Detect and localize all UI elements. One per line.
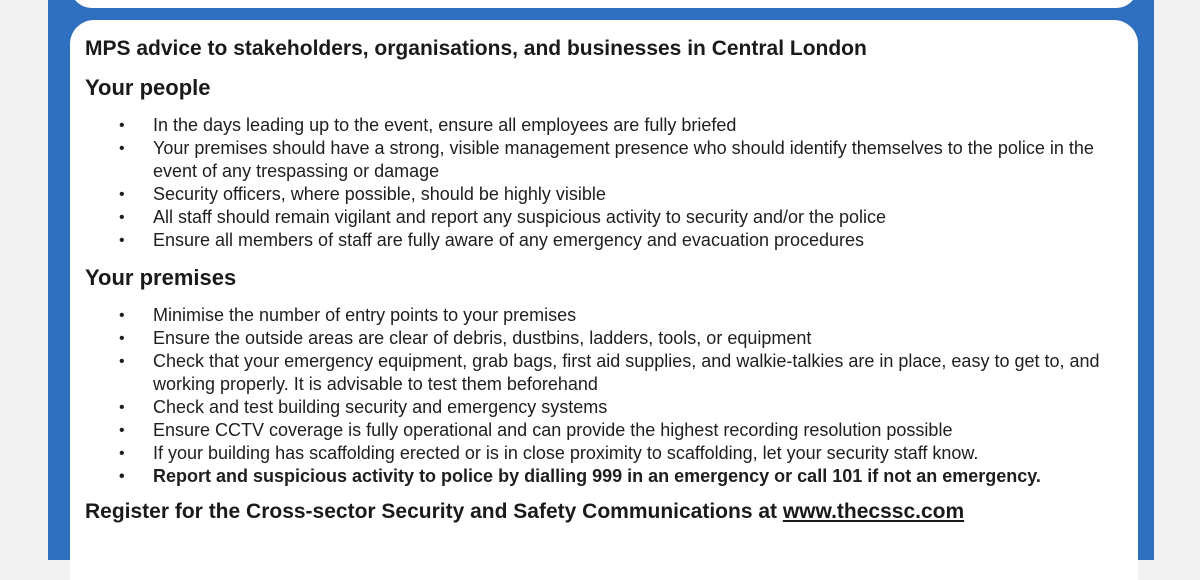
list-item [85, 350, 1135, 396]
bullet-icon: • [119, 445, 125, 462]
list-item-text: Your premises should have a strong, visible management presence who should identify themselves to the police in the event of any trespassing or damage [153, 138, 1094, 181]
list-item [85, 419, 1135, 442]
list-item-text: In the days leading up to the event, ensure all employees are fully briefed [153, 115, 737, 135]
list-item [85, 327, 1135, 350]
advice-content [85, 36, 1135, 526]
list-item-text: Check that your emergency equipment, grab bags, first aid supplies, and walkie-talkies are in place, easy to get to, and working properly. It is advisable to test them beforehand [153, 351, 1100, 394]
list-item [85, 396, 1135, 419]
bullet-icon: • [119, 117, 125, 134]
list-item [85, 183, 1135, 206]
register-text: Register for the Cross-sector Security and Safety Communications at [85, 500, 783, 523]
document-title: MPS advice to stakeholders, organisations, and businesses in Central London [85, 37, 867, 60]
list-item-text: Security officers, where possible, should be highly visible [153, 184, 606, 204]
bullet-icon: • [119, 209, 125, 226]
bullet-icon: • [119, 330, 125, 347]
list-item-text: Minimise the number of entry points to your premises [153, 305, 577, 325]
list-item [85, 304, 1135, 327]
previous-card [70, 0, 1138, 8]
list-item-text: If your building has scaffolding erected or is in close proximity to scaffolding, let your security staff know. [153, 443, 979, 463]
premises-list [85, 304, 1135, 488]
list-item-text: Ensure the outside areas are clear of debris, dustbins, ladders, tools, or equipment [153, 328, 812, 348]
list-item-text: Check and test building security and emergency systems [153, 397, 608, 417]
list-item-emphasis [85, 465, 1135, 488]
bullet-icon: • [119, 232, 125, 249]
list-item [85, 442, 1135, 465]
bullet-icon: • [119, 353, 125, 370]
register-line [85, 498, 1135, 526]
list-item-text: Ensure all members of staff are fully aware of any emergency and evacuation procedures [153, 230, 865, 250]
list-item [85, 229, 1135, 252]
bullet-icon: • [119, 186, 125, 203]
bullet-icon: • [119, 422, 125, 439]
bullet-icon: • [119, 140, 125, 157]
people-list [85, 114, 1135, 252]
bullet-icon: • [119, 468, 125, 485]
cssc-link[interactable]: www.thecssc.com [782, 500, 965, 523]
section-heading-people: Your people [85, 75, 211, 100]
list-item-text: All staff should remain vigilant and report any suspicious activity to security and/or the police [153, 207, 887, 227]
list-item-text: Report and suspicious activity to police by dialling 999 in an emergency or call 101 if not an emergency. [153, 466, 1041, 486]
list-item [85, 114, 1135, 137]
bullet-icon: • [119, 307, 125, 324]
bullet-icon: • [119, 399, 125, 416]
list-item [85, 137, 1135, 183]
section-heading-premises: Your premises [85, 265, 237, 290]
list-item-text: Ensure CCTV coverage is fully operational and can provide the highest recording resolution possible [153, 420, 953, 440]
list-item [85, 206, 1135, 229]
